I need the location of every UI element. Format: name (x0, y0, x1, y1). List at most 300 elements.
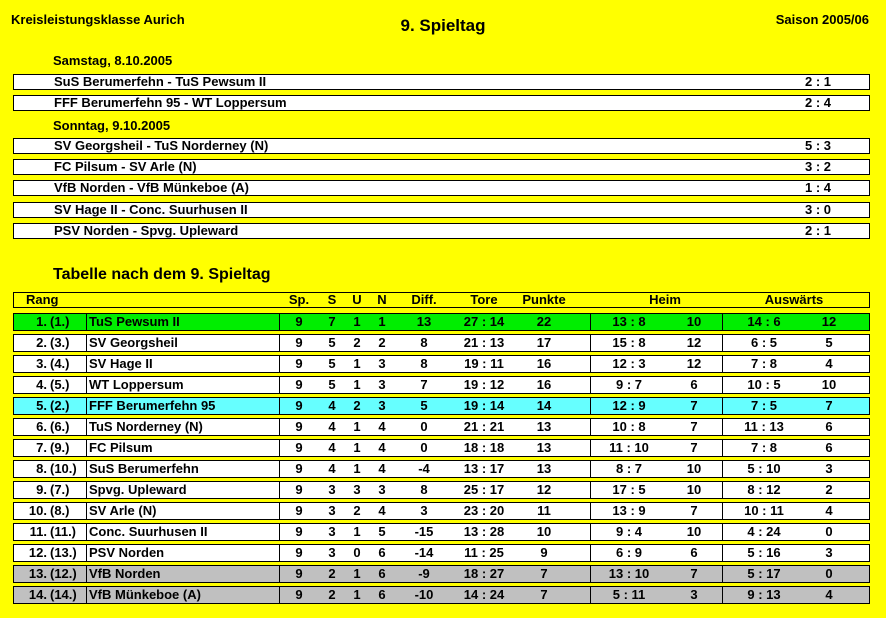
cell-sp: 9 (295, 587, 303, 602)
cell-sp: 9 (295, 419, 303, 434)
col-diff: Diff. (411, 292, 437, 307)
cell-n: 3 (378, 482, 386, 497)
cell-u: 1 (353, 419, 361, 434)
cell-rank: 12. (28, 545, 47, 560)
cell-diff: 3 (420, 503, 428, 518)
cell-heim-pkt: 3 (690, 587, 698, 602)
cell-ausw-pkt: 10 (821, 377, 837, 392)
cell-ausw-tore: 6 : 5 (750, 335, 777, 350)
cell-tore: 25 : 17 (463, 482, 505, 497)
table-row (13, 523, 870, 541)
match-row (13, 159, 870, 175)
cell-n: 4 (378, 461, 386, 476)
cell-pkt: 11 (537, 503, 551, 518)
match-teams: SuS Berumerfehn - TuS Pewsum II (54, 74, 267, 89)
cell-heim-pkt: 10 (686, 482, 702, 497)
cell-sp: 9 (295, 440, 303, 455)
cell-u: 1 (353, 440, 361, 455)
cell-team: VfB Münkeboe (A) (89, 587, 201, 602)
cell-heim-tore: 13 : 9 (612, 503, 646, 518)
cell-ausw-pkt: 3 (825, 545, 833, 560)
column-divider (590, 439, 591, 457)
cell-diff: 8 (420, 335, 428, 350)
cell-heim-tore: 12 : 3 (612, 356, 646, 371)
column-divider (279, 544, 280, 562)
cell-prev: (4.) (50, 356, 70, 371)
column-divider (722, 544, 723, 562)
cell-heim-pkt: 10 (686, 524, 702, 539)
table-row (13, 376, 870, 394)
cell-prev: (12.) (50, 566, 77, 581)
cell-heim-tore: 6 : 9 (615, 545, 642, 560)
cell-heim-tore: 13 : 10 (608, 566, 650, 581)
column-divider (279, 418, 280, 436)
cell-n: 4 (378, 503, 386, 518)
cell-u: 1 (353, 356, 361, 371)
cell-u: 0 (353, 545, 361, 560)
col-auswaerts: Auswärts (764, 292, 824, 307)
column-divider (86, 523, 87, 541)
cell-rank: 9. (36, 482, 47, 497)
cell-s: 5 (328, 335, 336, 350)
cell-heim-pkt: 7 (690, 398, 698, 413)
cell-tore: 21 : 13 (463, 335, 505, 350)
cell-diff: 0 (420, 419, 428, 434)
match-teams: PSV Norden - Spvg. Upleward (54, 223, 239, 238)
cell-diff: -14 (414, 545, 434, 560)
cell-ausw-tore: 7 : 8 (750, 440, 777, 455)
match-teams: FC Pilsum - SV Arle (N) (54, 159, 197, 174)
table-row (13, 334, 870, 352)
cell-sp: 9 (295, 503, 303, 518)
cell-prev: (5.) (50, 377, 70, 392)
cell-tore: 13 : 28 (463, 524, 505, 539)
column-divider (86, 502, 87, 520)
column-divider (279, 439, 280, 457)
cell-heim-pkt: 10 (686, 461, 702, 476)
column-divider (86, 397, 87, 415)
cell-diff: 0 (420, 440, 428, 455)
cell-heim-tore: 9 : 7 (615, 377, 642, 392)
cell-heim-tore: 17 : 5 (612, 482, 646, 497)
cell-sp: 9 (295, 461, 303, 476)
cell-s: 3 (328, 524, 336, 539)
standings-header (13, 292, 870, 308)
cell-team: VfB Norden (89, 566, 161, 581)
cell-prev: (13.) (50, 545, 77, 560)
column-divider (86, 439, 87, 457)
cell-u: 1 (353, 377, 361, 392)
cell-pkt: 7 (540, 587, 548, 602)
cell-s: 3 (328, 545, 336, 560)
cell-tore: 14 : 24 (463, 587, 505, 602)
cell-diff: -15 (414, 524, 434, 539)
cell-team: FC Pilsum (89, 440, 153, 455)
column-divider (279, 334, 280, 352)
cell-heim-tore: 15 : 8 (612, 335, 646, 350)
cell-team: Spvg. Upleward (89, 482, 187, 497)
cell-team: FFF Berumerfehn 95 (89, 398, 216, 413)
cell-heim-tore: 5 : 11 (612, 587, 646, 602)
cell-pkt: 17 (536, 335, 552, 350)
column-divider (722, 355, 723, 373)
match-score: 5 : 3 (804, 138, 831, 153)
column-divider (86, 586, 87, 604)
col-sp: Sp. (288, 292, 310, 307)
column-divider (86, 460, 87, 478)
cell-tore: 19 : 12 (463, 377, 505, 392)
cell-n: 2 (378, 335, 386, 350)
cell-ausw-pkt: 4 (825, 356, 833, 371)
cell-s: 7 (328, 314, 336, 329)
column-divider (722, 439, 723, 457)
cell-u: 2 (353, 398, 361, 413)
cell-rank: 13. (28, 566, 47, 581)
cell-ausw-pkt: 3 (825, 461, 833, 476)
column-divider (722, 565, 723, 583)
match-row (13, 138, 870, 154)
cell-heim-pkt: 7 (690, 419, 698, 434)
column-divider (86, 334, 87, 352)
cell-prev: (14.) (50, 587, 77, 602)
column-divider (722, 418, 723, 436)
cell-prev: (7.) (50, 482, 70, 497)
cell-prev: (3.) (50, 335, 70, 350)
cell-ausw-pkt: 5 (825, 335, 833, 350)
cell-team: Conc. Suurhusen II (89, 524, 208, 539)
column-divider (590, 544, 591, 562)
cell-pkt: 16 (536, 356, 552, 371)
cell-u: 1 (353, 461, 361, 476)
column-divider (722, 334, 723, 352)
column-divider (279, 460, 280, 478)
cell-u: 1 (353, 587, 361, 602)
cell-pkt: 22 (536, 314, 552, 329)
cell-prev: (6.) (50, 419, 70, 434)
cell-n: 3 (378, 356, 386, 371)
table-row (13, 439, 870, 457)
column-divider (279, 355, 280, 373)
cell-diff: 8 (420, 356, 428, 371)
match-teams: SV Georgsheil - TuS Norderney (N) (54, 138, 269, 153)
column-divider (722, 460, 723, 478)
cell-prev: (10.) (50, 461, 77, 476)
cell-u: 1 (353, 314, 361, 329)
column-divider (722, 481, 723, 499)
col-u: U (352, 292, 362, 307)
cell-s: 2 (328, 587, 336, 602)
match-teams: SV Hage II - Conc. Suurhusen II (54, 202, 248, 217)
column-divider (590, 376, 591, 394)
cell-n: 4 (378, 419, 386, 434)
column-divider (86, 481, 87, 499)
cell-s: 2 (328, 566, 336, 581)
column-divider (722, 502, 723, 520)
cell-sp: 9 (295, 377, 303, 392)
col-tore: Tore (470, 292, 498, 307)
column-divider (86, 313, 87, 331)
cell-sp: 9 (295, 335, 303, 350)
cell-team: SV Arle (N) (89, 503, 157, 518)
cell-u: 3 (353, 482, 361, 497)
col-heim: Heim (649, 292, 681, 307)
cell-u: 2 (353, 335, 361, 350)
cell-tore: 19 : 14 (463, 398, 505, 413)
column-divider (722, 523, 723, 541)
cell-prev: (2.) (50, 398, 70, 413)
cell-tore: 18 : 18 (463, 440, 505, 455)
cell-rank: 10. (28, 503, 47, 518)
cell-ausw-tore: 7 : 5 (750, 398, 777, 413)
cell-rank: 8. (36, 461, 47, 476)
cell-heim-tore: 10 : 8 (612, 419, 646, 434)
column-divider (590, 565, 591, 583)
cell-ausw-tore: 4 : 24 (747, 524, 781, 539)
cell-rank: 11. (29, 524, 47, 539)
cell-diff: 5 (420, 398, 428, 413)
cell-prev: (1.) (50, 314, 70, 329)
column-divider (590, 523, 591, 541)
match-score: 1 : 4 (804, 180, 831, 195)
cell-tore: 23 : 20 (463, 503, 505, 518)
col-punkte: Punkte (522, 292, 566, 307)
cell-s: 5 (328, 377, 336, 392)
cell-heim-tore: 9 : 4 (615, 524, 642, 539)
cell-ausw-pkt: 0 (825, 566, 833, 581)
cell-heim-pkt: 6 (690, 545, 698, 560)
cell-s: 5 (328, 356, 336, 371)
cell-diff: 8 (420, 482, 428, 497)
match-row (13, 180, 870, 196)
cell-ausw-tore: 7 : 8 (750, 356, 777, 371)
cell-n: 5 (378, 524, 386, 539)
column-divider (590, 313, 591, 331)
column-divider (279, 397, 280, 415)
cell-tore: 11 : 25 (464, 545, 504, 560)
cell-diff: -4 (418, 461, 430, 476)
cell-n: 1 (378, 314, 386, 329)
cell-rank: 7. (36, 440, 47, 455)
cell-team: PSV Norden (89, 545, 165, 560)
match-row (13, 95, 870, 111)
cell-sp: 9 (295, 398, 303, 413)
column-divider (86, 418, 87, 436)
match-score: 3 : 2 (804, 159, 831, 174)
cell-sp: 9 (295, 482, 303, 497)
table-row (13, 544, 870, 562)
cell-heim-pkt: 6 (690, 377, 698, 392)
cell-rank: 4. (36, 377, 47, 392)
cell-s: 4 (328, 398, 336, 413)
cell-rank: 5. (36, 398, 47, 413)
cell-pkt: 7 (540, 566, 548, 581)
column-divider (590, 355, 591, 373)
cell-sp: 9 (295, 524, 303, 539)
column-divider (590, 418, 591, 436)
column-divider (86, 355, 87, 373)
column-divider (722, 397, 723, 415)
table-row (13, 565, 870, 583)
cell-ausw-tore: 14 : 6 (747, 314, 781, 329)
col-n: N (377, 292, 387, 307)
cell-s: 4 (328, 440, 336, 455)
cell-ausw-tore: 9 : 13 (747, 587, 781, 602)
cell-prev: (8.) (50, 503, 70, 518)
column-divider (279, 586, 280, 604)
match-row (13, 202, 870, 218)
matchday-title: 9. Spieltag (400, 16, 486, 35)
table-row (13, 502, 870, 520)
cell-n: 4 (378, 440, 386, 455)
cell-heim-tore: 13 : 8 (612, 314, 646, 329)
cell-heim-tore: 8 : 7 (615, 461, 642, 476)
cell-ausw-tore: 10 : 11 (744, 503, 784, 518)
match-score: 2 : 1 (804, 223, 831, 238)
column-divider (590, 502, 591, 520)
cell-u: 1 (353, 524, 361, 539)
cell-rank: 1. (36, 314, 47, 329)
cell-rank: 14. (28, 587, 47, 602)
match-score: 2 : 4 (804, 95, 831, 110)
cell-ausw-tore: 5 : 10 (747, 461, 781, 476)
cell-ausw-pkt: 4 (825, 587, 833, 602)
cell-pkt: 16 (536, 377, 552, 392)
cell-heim-pkt: 7 (690, 566, 698, 581)
cell-pkt: 13 (536, 419, 552, 434)
match-row (13, 74, 870, 90)
cell-heim-tore: 12 : 9 (612, 398, 646, 413)
cell-s: 3 (328, 482, 336, 497)
cell-pkt: 9 (540, 545, 548, 560)
table-row (13, 586, 870, 604)
cell-ausw-tore: 5 : 16 (747, 545, 781, 560)
column-divider (722, 586, 723, 604)
cell-s: 4 (328, 461, 336, 476)
column-divider (590, 334, 591, 352)
column-divider (722, 313, 723, 331)
match-score: 2 : 1 (804, 74, 831, 89)
standings-title: Tabelle nach dem 9. Spieltag (53, 266, 271, 283)
col-s: S (327, 292, 337, 307)
cell-n: 6 (378, 566, 386, 581)
cell-prev: (11.) (50, 524, 77, 539)
cell-rank: 3. (36, 356, 47, 371)
cell-heim-pkt: 7 (690, 440, 698, 455)
cell-u: 1 (353, 566, 361, 581)
cell-pkt: 14 (536, 398, 552, 413)
column-divider (590, 397, 591, 415)
cell-prev: (9.) (50, 440, 70, 455)
table-row (13, 313, 870, 331)
cell-ausw-tore: 11 : 13 (744, 419, 784, 434)
cell-heim-pkt: 12 (686, 356, 702, 371)
table-row (13, 418, 870, 436)
cell-ausw-pkt: 6 (825, 419, 833, 434)
cell-tore: 21 : 21 (463, 419, 505, 434)
cell-ausw-pkt: 4 (825, 503, 833, 518)
cell-s: 4 (328, 419, 336, 434)
cell-rank: 2. (36, 335, 47, 350)
match-score: 3 : 0 (804, 202, 831, 217)
cell-heim-pkt: 10 (686, 314, 702, 329)
col-rang: Rang (26, 292, 59, 307)
cell-tore: 18 : 27 (463, 566, 505, 581)
cell-heim-pkt: 7 (690, 503, 698, 518)
column-divider (279, 313, 280, 331)
cell-u: 2 (353, 503, 361, 518)
cell-n: 3 (378, 377, 386, 392)
column-divider (86, 544, 87, 562)
column-divider (590, 586, 591, 604)
cell-team: SV Hage II (89, 356, 153, 371)
cell-ausw-pkt: 0 (825, 524, 833, 539)
cell-ausw-tore: 8 : 12 (747, 482, 781, 497)
cell-ausw-pkt: 7 (825, 398, 833, 413)
cell-team: SV Georgsheil (89, 335, 178, 350)
day-label-sunday: Sonntag, 9.10.2005 (53, 118, 171, 133)
cell-diff: -9 (418, 566, 430, 581)
cell-ausw-tore: 5 : 17 (747, 566, 781, 581)
column-divider (279, 565, 280, 583)
cell-team: TuS Pewsum II (89, 314, 180, 329)
cell-sp: 9 (295, 314, 303, 329)
table-row (13, 355, 870, 373)
column-divider (279, 376, 280, 394)
cell-n: 6 (378, 587, 386, 602)
table-row (13, 397, 870, 415)
cell-diff: 13 (416, 314, 432, 329)
cell-pkt: 12 (536, 482, 552, 497)
cell-sp: 9 (295, 566, 303, 581)
column-divider (279, 481, 280, 499)
cell-n: 6 (378, 545, 386, 560)
cell-team: WT Loppersum (89, 377, 184, 392)
cell-sp: 9 (295, 545, 303, 560)
cell-rank: 6. (36, 419, 47, 434)
cell-ausw-tore: 10 : 5 (747, 377, 781, 392)
cell-pkt: 13 (536, 440, 552, 455)
match-teams: FFF Berumerfehn 95 - WT Loppersum (54, 95, 287, 110)
league-name: Kreisleistungsklasse Aurich (11, 12, 185, 27)
column-divider (86, 565, 87, 583)
season-label: Saison 2005/06 (775, 12, 869, 27)
column-divider (590, 481, 591, 499)
cell-heim-pkt: 12 (686, 335, 702, 350)
cell-tore: 27 : 14 (463, 314, 505, 329)
table-row (13, 481, 870, 499)
cell-diff: 7 (420, 377, 428, 392)
cell-team: TuS Norderney (N) (89, 419, 203, 434)
cell-tore: 19 : 11 (464, 356, 504, 371)
cell-diff: -10 (414, 587, 434, 602)
match-teams: VfB Norden - VfB Münkeboe (A) (54, 180, 249, 195)
cell-heim-tore: 11 : 10 (609, 440, 649, 455)
cell-ausw-pkt: 2 (825, 482, 833, 497)
match-row (13, 223, 870, 239)
cell-tore: 13 : 17 (463, 461, 505, 476)
cell-pkt: 13 (536, 461, 552, 476)
cell-team: SuS Berumerfehn (89, 461, 199, 476)
table-row (13, 460, 870, 478)
cell-s: 3 (328, 503, 336, 518)
cell-ausw-pkt: 6 (825, 440, 833, 455)
day-label-saturday: Samstag, 8.10.2005 (53, 53, 173, 68)
column-divider (279, 502, 280, 520)
column-divider (279, 523, 280, 541)
column-divider (722, 376, 723, 394)
column-divider (590, 460, 591, 478)
cell-n: 3 (378, 398, 386, 413)
